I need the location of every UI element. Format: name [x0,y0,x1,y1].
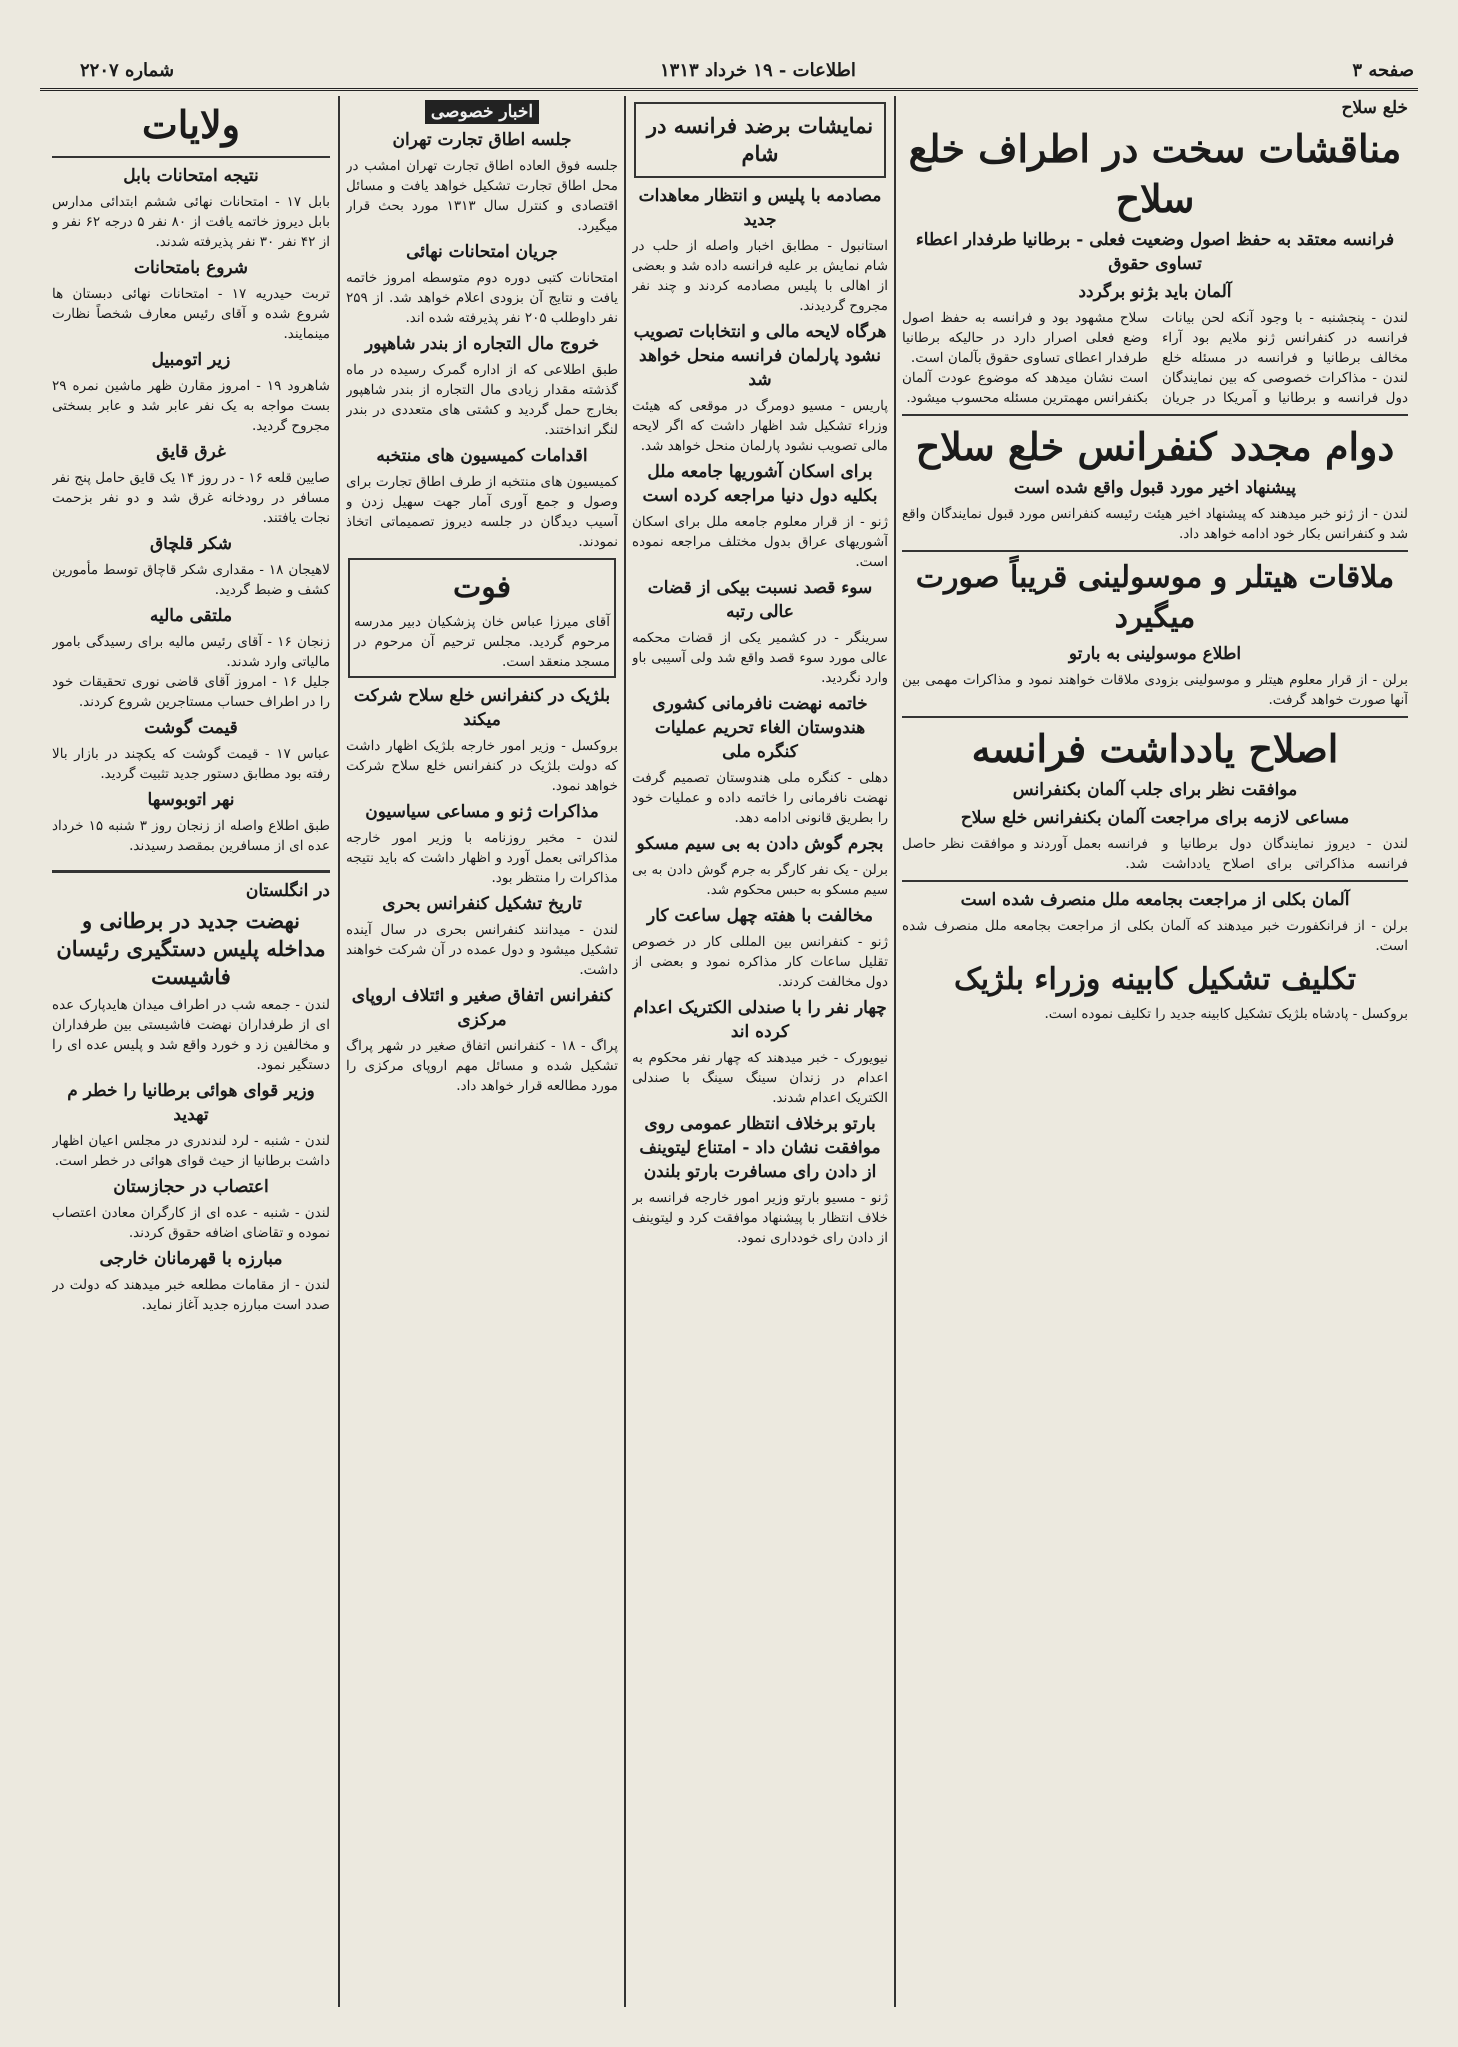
article-title: بارتو برخلاف انتظار عمومی روی موافقت نشان داد - امتناع لیتوینف از دادن رای مسافرت بارتو بلندن [639,1114,881,1182]
headline: اصلاح یادداشت فرانسه [971,726,1339,771]
article-body: صایین قلعه ۱۶ - در روز ۱۴ یک قایق حامل پنج نفر مسافر در رودخانه غرق شد و دو نفر بزحمت نجات یافتند. [52,470,330,526]
subheadline: فرانسه معتقد به حفظ اصول وضعیت فعلی - برطانیا طرفدار اعطاء تساوی حقوق [915,230,1395,274]
article-body: لاهیجان ۱۸ - مقداری شکر قاچاق توسط مأمورین کشف و ضبط گردید. [52,562,330,598]
article-title: کنفرانس اتفاق صغیر و ائتلاف اروپای مرکزی [351,986,613,1030]
column-rule [624,96,626,2007]
article-title: برای اسکان آشوریها جامعه ملل بکلیه دول دنیا مراجعه کرده است [642,462,878,506]
newspaper-date: اطلاعات - ۱۹ خرداد ۱۳۱۳ [660,60,856,81]
article-title: هرگاه لایحه مالی و انتخابات تصویب نشود پارلمان فرانسه منحل خواهد شد [633,322,887,390]
article-body: برلن - از فرانکفورت خبر میدهند که آلمان بکلی از مراجعت بجامعه ملل منصرف شده است. [902,918,1408,954]
article-title: تاریخ تشکیل کنفرانس بحری [382,894,582,914]
page-number: صفحه ۳ [1352,60,1414,81]
article-body: لندن - پنجشنبه - با وجود آنکه لحن بیانات فرانسه در کنفرانس ژنو ملایم بود آراء مخالف برطانیا و فرانسه در مسئله خلع سلاح مشهود بود و فرانسه به حفظ اصول وضع فعلی اصرار دارد در حالیکه برطانیا طرفدار اعطای تساوی حقوق بآلمان است. [902,310,1408,366]
article-title: جلسه اطاق تجارت تهران [392,130,572,150]
headline-box [634,102,886,178]
column-provinces [52,96,330,2007]
provinces-masthead: ولایات [142,102,240,147]
article-body: امتحانات کتبی دوره دوم متوسطه امروز خاتمه یافت و نتایج آن بزودی اعلام خواهد شد. از ۲۵۹ نفر داوطلب ۲۰۵ نفر پذیرفته شده اند. [346,270,618,326]
article-body: بروکسل - پادشاه بلژیک تشکیل کابینه جدید را تکلیف نموده است. [1044,1006,1408,1022]
article-title: زیر اتومبیل [151,350,231,370]
headline: نمایشات برضد فرانسه در شام [646,113,874,166]
column-disarmament [902,96,1408,2007]
article-title: مذاکرات ژنو و مساعی سیاسیون [365,802,599,822]
article-title: نهر اتوبوسها [147,790,235,810]
article-body: لندن - مذاکرات خصوصی که بین نمایندگان دول فرانسه و برطانیا و آمریکا در جریان است نشان میدهد که موضوع عودت آلمان بکنفرانس مهمترین مسئله محسوب میشود. [902,370,1408,406]
article-body: لندن - جمعه شب در اطراف میدان هایدپارک عده ای از طرفداران نهضت فاشیستی بین طرفداران و مخالفین زد و خورد واقع شد و پلیس عده ای را دستگیر نمود. [52,997,330,1073]
article-body: ژنو - از قرار معلوم جامعه ملل برای اسکان آشوریهای عراق بدول مختلف مراجعه نموده است. [632,514,888,570]
article-body: عباس ۱۷ - قیمت گوشت که یکچند در بازار بالا رفته بود مطابق دستور جدید تثبیت گردید. [52,746,330,782]
article-body: لندن - میدانند کنفرانس بحری در سال آینده تشکیل میشود و دول عمده در آن شرکت خواهند داشت. [346,922,618,978]
article-body: پاریس - مسیو دومرگ در موقعی که هیئت وزراء تشکیل شد اظهار داشت که اگر لایحه مالی تصویب نشود پارلمان منحل خواهد شد. [632,398,888,454]
article-body: سرینگر - در کشمیر یکی از قضات محکمه عالی مورد سوء قصد واقع شد ولی آسیبی باو وارد نگردید. [632,630,888,686]
article-title: نتیجه امتحانات بابل [123,166,259,186]
subheadline: موافقت نظر برای جلب آلمان بکنفرانس [1012,780,1298,800]
article-body: نیویورک - خبر میدهند که چهار نفر محکوم به اعدام در زندان سینگ سینگ با صندلی الکتریک اعدام شدند. [632,1050,888,1106]
article-title: ملتقی مالیه [149,606,233,626]
article-body: برلن - یک نفر کارگر به جرم گوش دادن به بی سیم مسکو به حبس محکوم شد. [632,862,888,898]
article-title: خاتمه نهضت نافرمانی کشوری هندوستان الغاء تحریم عملیات کنگره ملی [652,694,868,762]
article-body: ژنو - مسیو بارتو وزیر امور خارجه فرانسه بر خلاف انتظار با پیشنهاد موافقت کرد و لیتوینف از دادن رای خودداری نمود. [632,1190,888,1246]
headline: ملاقات هیتلر و موسولینی قریباً صورت میگیرد [915,560,1395,635]
article-title: مخالفت با هفته چهل ساعت کار [646,906,873,926]
obituary-title: فوت [452,570,512,605]
article-title: بلژیک در کنفرانس خلع سلاح شرکت میکند [353,686,611,730]
article-title: سوء قصد نسبت بیکی از قضات عالی رتبه [647,578,873,622]
article-title: نهضت جدید در برطانی و مداخله پلیس دستگیری رئیسان فاشیست [56,908,326,989]
subheadline: مساعی لازمه برای مراجعت آلمان بکنفرانس خلع سلاح [960,808,1350,828]
article-body: لندن - از مقامات مطلعه خبر میدهند که دولت در صدد است مبارزه جدید آغاز نماید. [52,1277,330,1313]
article-body: طبق اطلاع واصله از زنجان روز ۳ شنبه ۱۵ خرداد عده ای از مسافرین بمقصد رسیدند. [52,818,330,854]
article-title: اعتصاب در حجازستان [113,1177,269,1197]
obituary-body: آقای میرزا عباس خان پزشکیان دبیر مدرسه مرحوم گردید. مجلس ترحیم آن مرحوم در مسجد منعقد است. [354,614,610,670]
article-body: لندن - مخبر روزنامه با وزیر امور خارجه مذاکراتی بعمل آورد و اظهار داشت که باید نتیجه مذاکرات را منتظر بود. [346,830,618,886]
article-body: ژنو - کنفرانس بین المللی کار در خصوص تقلیل ساعات کار مذاکره نمود و بعضی از دول مخالفت کردند. [632,934,888,990]
article-title: وزیر قوای هوائی برطانیا را خطر م تهدید [67,1081,315,1125]
article-title: اقدامات کمیسیون های منتخبه [376,446,588,466]
article-title: شروع بامتحانات [133,258,249,278]
article-body: پراگ - ۱۸ - کنفرانس اتفاق صغیر در شهر پراگ تشکیل شده و مسائل مهم اروپای مرکزی را مورد مطالعه قرار خواهد داد. [346,1038,618,1094]
article-body: استانبول - مطابق اخبار واصله از حلب در شام نمایش بر علیه فرانسه داده شد و بعضی از اهالی با پلیس مصادمه کردند و چند نفر مجروح گردیدند. [632,238,888,314]
main-headline: مناقشات سخت در اطراف خلع سلاح [908,126,1402,221]
article-body: طبق اطلاعی که از اداره گمرک رسیده در ماه گذشته مقدار زیادی مال التجاره از بندر شاهپور بخارج حمل گردید و کشتی های متعددی در بندر لنگر انداختند. [346,362,618,438]
subheadline: اطلاع موسولینی به بارتو [1068,644,1242,664]
article-body: برلن - از قرار معلوم هیتلر و موسولینی بزودی ملاقات خواهند نمود و مذاکرات مهمی بین آنها صورت خواهد گرفت. [902,672,1408,708]
obituary-box [348,558,616,678]
article-title: مصادمه با پلیس و انتظار معاهدات جدید [638,186,882,230]
article-body: زنجان ۱۶ - آقای رئیس مالیه برای رسیدگی بامور مالیاتی وارد شدند. [52,634,330,670]
article-title: قیمت گوشت [144,718,238,738]
page-header [40,58,1418,91]
article-body: بابل ۱۷ - امتحانات نهائی ششم ابتدائی مدارس بابل دیروز خاتمه یافت از ۸۰ نفر ۵ درجه ۶۲ نفر و از ۴۲ نفر ۳۰ نفر پذیرفته شدند. [52,194,330,250]
article-title: بجرم گوش دادن به بی سیم مسکو [636,834,884,854]
article-body: لندن - دیروز نمایندگان دول برطانیا و فرانسه مذاکراتی برای اصلاح یادداشت فرانسه بعمل آوردند و موافقت نظر حاصل شد. [902,836,1408,872]
kicker: خلع سلاح [1341,98,1408,118]
article-body: لندن - شنبه - عده ای از کارگران معادن اعتصاب نموده و تقاضای اضافه حقوق کردند. [52,1205,330,1241]
article-title: جریان امتحانات نهائی [406,242,558,262]
column-private-news [346,96,618,2007]
article-title: شکر قلچاق [149,534,233,554]
article-body: لندن - از ژنو خبر میدهند که پیشنهاد اخیر هیئت رئیسه کنفرانس مورد قبول نمایندگان واقع شد و کنفرانس بکار خود ادامه خواهد داد. [902,506,1408,542]
article-body: شاهرود ۱۹ - امروز مقارن ظهر ماشین نمره ۲۹ بست مواجه به یک نفر عابر شد و عابر بسختی مجروح گردید. [52,378,330,434]
column-rule [338,96,340,2007]
article-title: خروج مال التجاره از بندر شاهپور [364,334,600,354]
article-title: آلمان بکلی از مراجعت بجامعه ملل منصرف شده است [960,890,1350,910]
section-label: اخبار خصوصی [425,100,539,124]
section-label: در انگلستان [245,881,330,901]
article-body: تربت حیدریه ۱۷ - امتحانات نهائی دبستان ها شروع شده و آقای رئیس معارف شخصاً نظارت مینمایند. [52,286,330,342]
article-body: جلیل ۱۶ - امروز آقای قاضی نوری تحقیقات خود را در اطراف حساب مستاجرین شروع کردند. [52,674,330,710]
column-foreign-news [632,96,888,2007]
article-body: دهلی - کنگره ملی هندوستان تصمیم گرفت نهضت نافرمانی را خاتمه داده و عملیات خود را بطریق قانونی ادامه دهد. [632,770,888,826]
article-body: جلسه فوق العاده اطاق تجارت تهران امشب در محل اطاق تجارت تشکیل خواهد یافت و مسائل اقتصادی و کنترل سال ۱۳۱۳ مورد بحث قرار میگیرد. [346,158,618,234]
column-rule [894,96,896,2007]
article-body: بروکسل - وزیر امور خارجه بلژیک اظهار داشت که دولت بلژیک در کنفرانس خلع سلاح شرکت خواهد نمود. [346,738,618,794]
issue-number: شماره ۲۲۰۷ [80,60,175,81]
article-title: مبارزه با قهرمانان خارجی [99,1249,283,1269]
article-title: غرق قایق [156,442,226,462]
headline: دوام مجدد کنفرانس خلع سلاح [915,424,1395,469]
article-title: چهار نفر را با صندلی الکتریک اعدام کرده اند [633,998,887,1042]
article-body: کمیسیون های منتخبه از طرف اطاق تجارت برای وصول و جمع آوری آمار جهت سهیل زدن و آسیب دیدگان در جلسه دیروز تصمیماتی اتخاذ نمودند. [346,474,618,550]
article-body: لندن - شنبه - لرد لندندری در مجلس اعیان اظهار داشت برطانیا از حیث قوای هوائی در خطر است. [52,1133,330,1169]
headline: تکلیف تشکیل کابینه وزراء بلژیک [953,962,1357,997]
subheadline: آلمان باید بژنو برگردد [1078,282,1232,302]
subheadline: پیشنهاد اخیر مورد قبول واقع شده است [1014,478,1296,498]
